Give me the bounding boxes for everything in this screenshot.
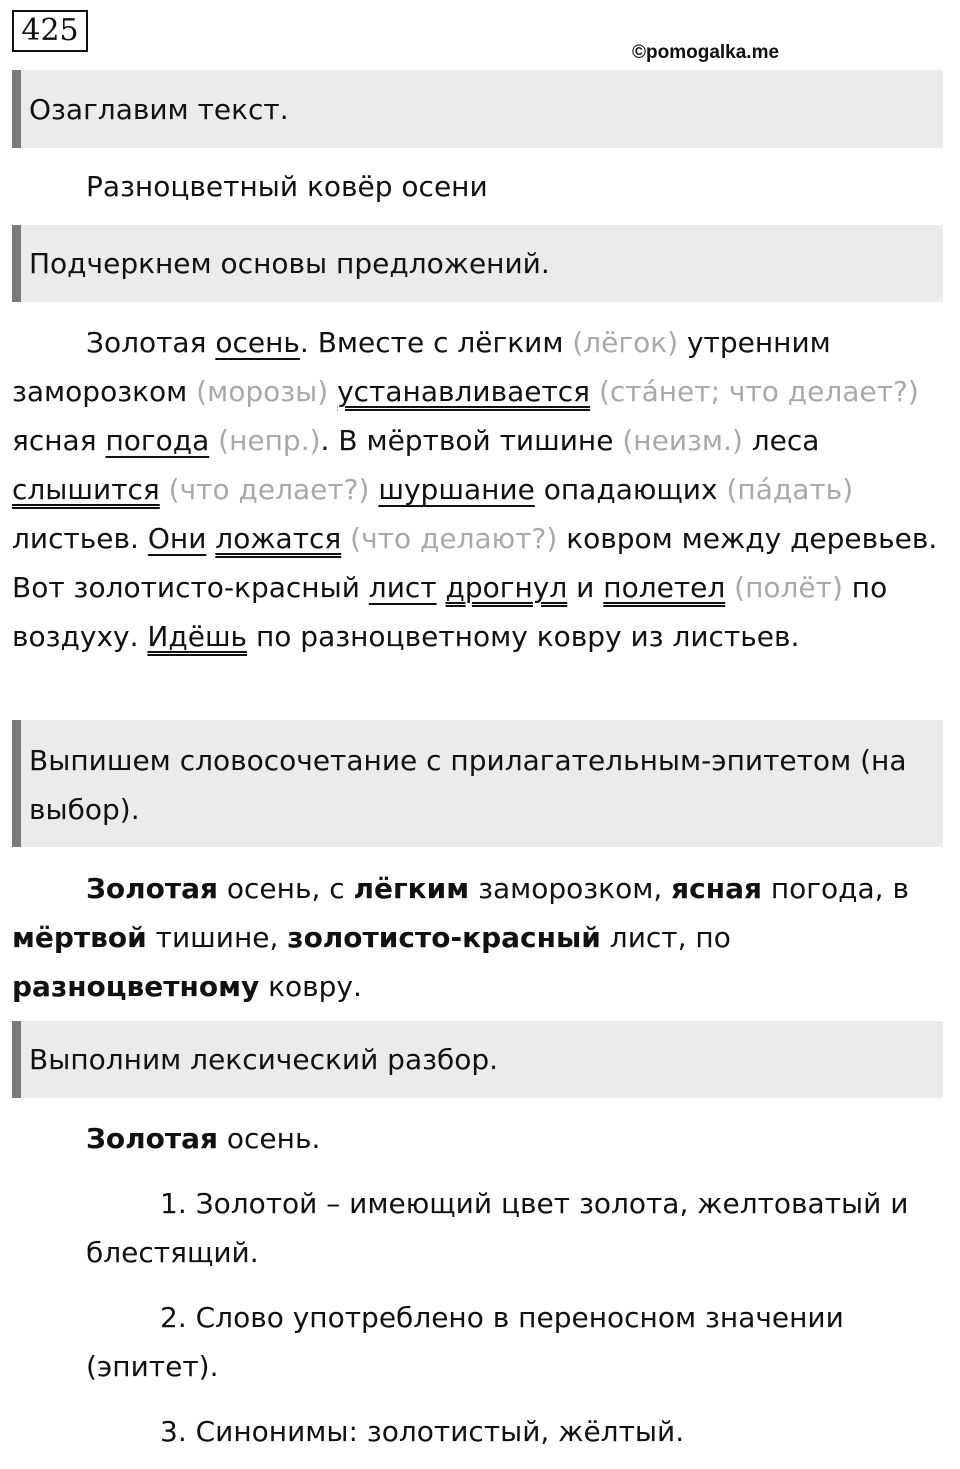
subject: шуршание <box>378 473 535 506</box>
predicate: Идёшь <box>147 620 248 653</box>
epithet: разноцветному <box>12 970 260 1003</box>
text-run: погода, в <box>761 872 909 905</box>
text-run: Золотая <box>86 326 216 359</box>
subject: осень <box>215 326 300 359</box>
predicate: слышится <box>12 473 160 506</box>
epithet: лёгким <box>353 872 470 905</box>
text-run: по разноцветному ковру из листьев. <box>247 620 800 653</box>
task-heading-text: Подчеркнем основы предложений. <box>29 247 550 280</box>
text-run: листьев. <box>12 522 148 555</box>
predicate: ложатся <box>215 522 342 555</box>
task-heading-text: Выполним лексический разбор. <box>29 1043 499 1076</box>
text-run: . В мёртвой тишине <box>320 424 623 457</box>
analysis-item-3: 3. Синонимы: золотистый, жёлтый. <box>160 1415 685 1448</box>
text-run: лист, по <box>600 921 731 954</box>
predicate: полетел <box>603 571 726 604</box>
text-run <box>590 375 599 408</box>
task-heading-lexical <box>12 1021 943 1098</box>
predicate: устанавливается <box>337 375 591 408</box>
text-run: ковру. <box>259 970 362 1003</box>
task-heading-underline <box>12 225 943 302</box>
check-hint: (морозы) <box>196 375 329 408</box>
predicate: дрогнул <box>445 571 568 604</box>
analysis-heading <box>86 1114 960 1163</box>
check-hint: (полёт) <box>734 571 843 604</box>
text-run: заморозком, <box>469 872 672 905</box>
text-run <box>725 571 734 604</box>
check-hint: (что делает?) <box>168 473 370 506</box>
check-hint: (что делают?) <box>350 522 558 555</box>
text-run: по воздуху. <box>12 571 888 653</box>
main-text <box>12 318 947 661</box>
analysis-item-1: 1. Золотой – имеющий цвет золота, желтоватый и блестящий. <box>86 1187 909 1269</box>
text-run <box>209 424 218 457</box>
exercise-number: 425 <box>12 10 88 52</box>
task-heading-text: Озаглавим текст. <box>29 92 289 126</box>
text-run: и <box>567 571 604 604</box>
text-run: . Вместе с лёгким <box>299 326 573 359</box>
check-hint: (непр.) <box>218 424 321 457</box>
text-title: Разноцветный ковёр осени <box>86 170 488 203</box>
task-heading-epithet <box>12 720 943 847</box>
analysis-item-2: 2. Слово употреблено в переносном значении (эпитет). <box>86 1301 844 1383</box>
subject: лист <box>368 571 437 604</box>
epithet: Золотая <box>86 872 218 905</box>
watermark: ©pomogalka.me <box>632 42 780 63</box>
text-run: опадающих <box>534 473 727 506</box>
text-run: ковром между деревьев. Вот золотисто-красный <box>12 522 938 604</box>
task-heading-text: Выпишем словосочетание с прилагательным-эпитетом (на выбор). <box>29 744 907 826</box>
check-hint: (ста́нет; что делает?) <box>598 375 919 408</box>
analysis-word: Золотая <box>86 1122 218 1155</box>
text-run: ясная <box>12 424 106 457</box>
epithet-phrases <box>12 864 947 1011</box>
check-hint: (лёгок) <box>572 326 679 359</box>
subject: погода <box>105 424 210 457</box>
task-heading-title <box>12 70 943 148</box>
text-run <box>328 375 337 408</box>
text-run <box>206 522 215 555</box>
text-run <box>160 473 169 506</box>
check-hint: (па́дать) <box>726 473 854 506</box>
text-run: тишине, <box>146 921 288 954</box>
text-run: утренним заморозком <box>12 326 831 408</box>
check-hint: (неизм.) <box>622 424 743 457</box>
text-run <box>437 571 446 604</box>
text-run: осень. <box>217 1122 321 1155</box>
epithet: ясная <box>671 872 762 905</box>
epithet: золотисто-красный <box>287 921 601 954</box>
text-run: осень, с <box>217 872 354 905</box>
text-run: леса <box>742 424 820 457</box>
subject: Они <box>147 522 207 555</box>
epithet: мёртвой <box>12 921 147 954</box>
text-run <box>341 522 350 555</box>
